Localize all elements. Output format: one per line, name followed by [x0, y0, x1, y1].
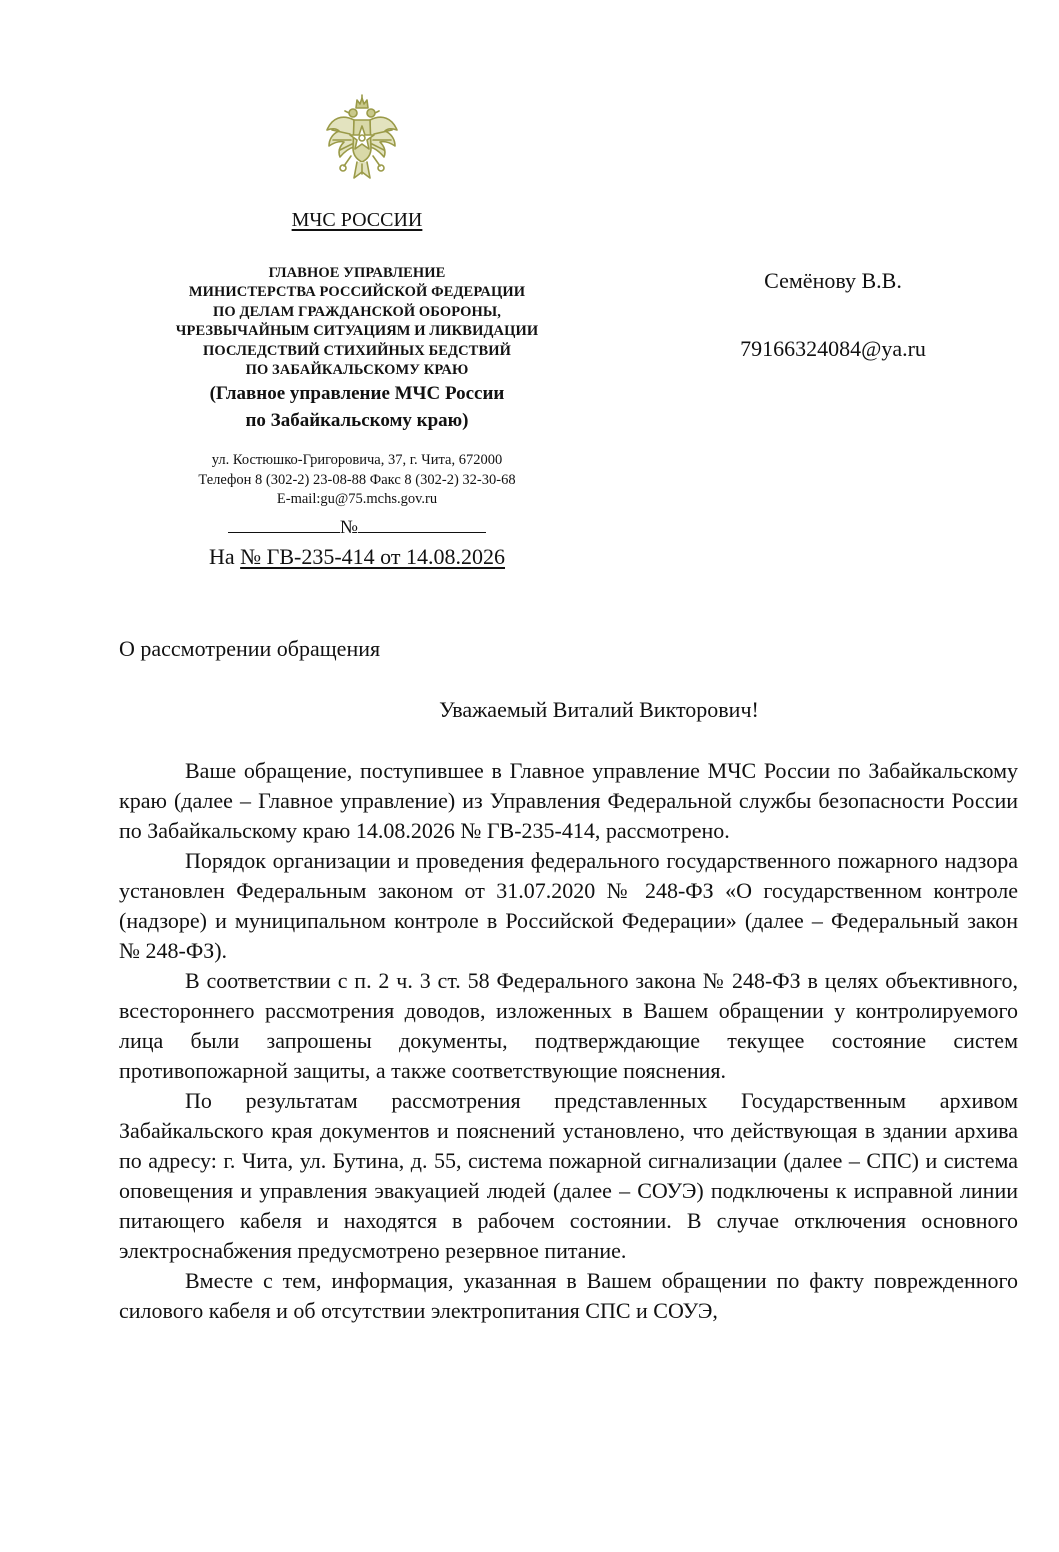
org-abbrev-line: по Забайкальскому краю) — [245, 410, 469, 432]
email-line: E-mail:gu@75.mchs.gov.ru — [276, 491, 438, 507]
letterhead-contacts — [118, 451, 596, 510]
registration-number-line — [118, 514, 596, 539]
mchs-eagle-emblem-icon — [324, 94, 400, 186]
addressee-name: Семёнову В.В. — [764, 268, 902, 293]
phone-fax-line: Телефон 8 (302-2) 23-08-88 Факс 8 (302-2) 32-30-68 — [198, 471, 516, 488]
org-line: ГЛАВНОЕ УПРАВЛЕНИЕ — [268, 265, 446, 281]
body-paragraph: В соответствии с п. 2 ч. 3 ст. 58 Федерального закона № 248-ФЗ в целях объективного, всестороннего рассмотрения доводов, изложенных в Вашем обращении у контролируемого лица были запрошены документы, подтверждающие текущее состояние систем противопожарной защиты, а также соответствующие пояснения. — [119, 968, 1018, 1083]
org-abbrev-line: (Главное управление МЧС России — [209, 383, 505, 405]
number-blank — [358, 514, 486, 533]
reference-prefix: На — [208, 544, 235, 569]
org-line: ПО ЗАБАЙКАЛЬСКОМУ КРАЮ — [245, 362, 469, 379]
reference-number: № ГВ-235-414 от 14.08.2026 — [240, 544, 505, 569]
body-paragraph: По результатам рассмотрения представленных Государственным архивом Забайкальского края документов и пояснений установлено, что действующая в здании архива по адресу: г. Чита, ул. Бутина, д. 55, система пожарной сигнализации (далее – СПС) и система оповещения и управления эвакуацией людей (далее – СОУЭ) подключены к исправной линии питающего кабеля и находятся в рабочем состоянии. В случае отключения основного электроснабжения предусмотрено резервное питание. — [119, 1088, 1018, 1263]
reference-line — [118, 544, 596, 570]
letter-subject: О рассмотрении обращения — [119, 636, 381, 661]
number-sign: № — [339, 517, 359, 538]
letter-salutation: Уважаемый Виталий Викторович! — [439, 697, 759, 722]
org-line: ЧРЕЗВЫЧАЙНЫМ СИТУАЦИЯМ И ЛИКВИДАЦИИ — [175, 323, 539, 340]
letterhead-organization — [118, 264, 596, 434]
org-line: МИНИСТЕРСТВА РОССИЙСКОЙ ФЕДЕРАЦИИ — [188, 284, 526, 301]
body-paragraph: Вместе с тем, информация, указанная в Вашем обращении по факту поврежденного силового кабеля и об отсутствии электропитания СПС и СОУЭ, — [119, 1268, 1018, 1323]
org-line: ПО ДЕЛАМ ГРАЖДАНСКОЙ ОБОРОНЫ, — [213, 303, 501, 320]
letter-body — [119, 756, 1018, 1326]
body-paragraph: Ваше обращение, поступившее в Главное управление МЧС России по Забайкальскому краю (далее – Главное управление) из Управления Федеральной службы безопасности России по Забайкальскому краю 14.08.2026 № ГВ-235-414, рассмотрено. — [119, 758, 1018, 843]
address-line: ул. Костюшко-Григоровича, 37, г. Чита, 672000 — [211, 452, 503, 468]
addressee-email: 79166324084@ya.ru — [740, 336, 926, 361]
date-blank — [228, 514, 340, 533]
body-paragraph: Порядок организации и проведения федерального государственного пожарного надзора установлен Федеральным законом от 31.07.2020 № 248-ФЗ «О государственном контроле (надзоре) и муниципальном контроле в Российской Федерации» (далее – Федеральный закон № 248-ФЗ). — [119, 848, 1018, 963]
org-line: ПОСЛЕДСТВИЙ СТИХИЙНЫХ БЕДСТВИЙ — [203, 342, 511, 359]
ministry-short-name: МЧС РОССИИ — [291, 209, 423, 231]
